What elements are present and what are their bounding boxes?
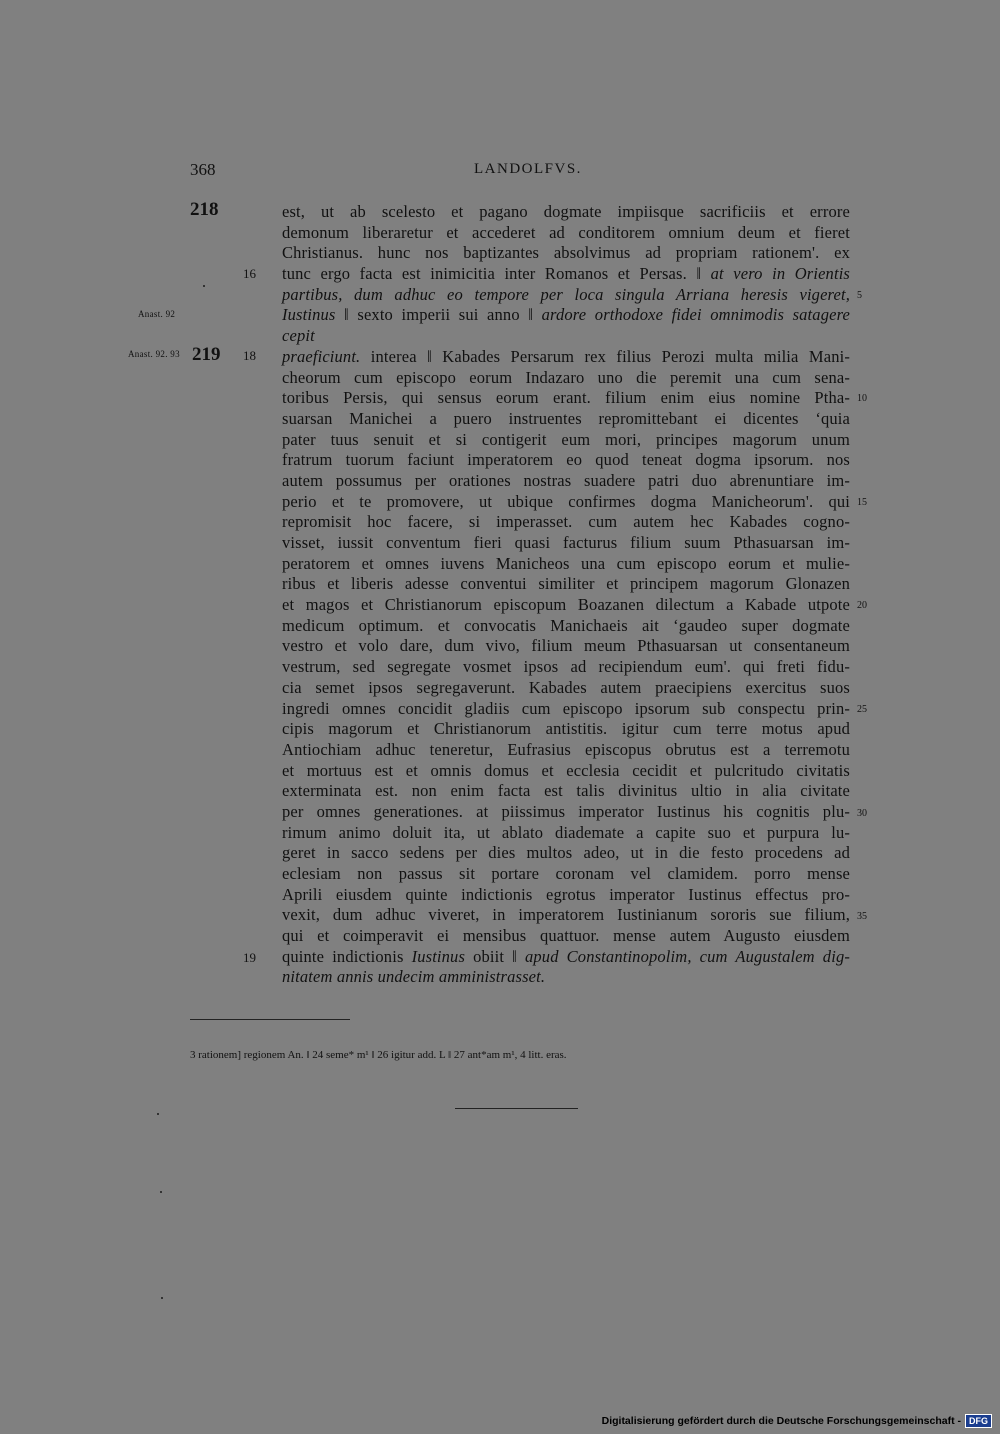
text-line: quinte indictionis Iustinus obiit ‖ apud Constantinopolim, cum Augustalem dig- (282, 946, 850, 966)
text-line: geret in sacco sedens per dies multos adeo, ut in die festo procedens ad (282, 843, 850, 863)
footnote-rule (190, 1019, 350, 1020)
text-line: pater tuus senuit et si contigerit eum mori, principes magorum unum (282, 429, 850, 449)
text-line: vestrum, sed segregate vosmet ipsos ad recipiendum eum'. qui freti fidu- (282, 657, 850, 677)
text-line: est, ut ab scelesto et pagano dogmate impiisque sacrificiis et errore (282, 202, 850, 221)
text-line: suarsan Manichei a puero instruentes repromittebant ei dicentes ‘quia (282, 408, 850, 428)
text-line: autem possumus per orationes nostras suadere patri duo abrenuntiare im- (282, 470, 850, 490)
text-line: et magos et Christianorum episcopum Boazanen dilectum a Kabade utpote (282, 595, 850, 615)
digitization-credit (602, 1414, 992, 1428)
text-line: vexit, dum adhuc viveret, in imperatorem Iustinianum sororis sue filium, (282, 905, 850, 925)
text-line: tunc ergo facta est inimicitia inter Romanos et Persas. ‖ at vero in Orientis (282, 264, 850, 284)
text-line: exterminata est. non enim facta est talis divinitus ultio in alia civitate (282, 781, 850, 801)
section-number-219: 219 (192, 344, 221, 365)
line-number-25: 25 (857, 704, 867, 715)
dfg-logo: DFG (965, 1414, 992, 1428)
text-line: cheorum cum episcopo eorum Indazaro uno die peremit una cum sena- (282, 367, 850, 387)
text-line: per omnes generationes. at piissimus imperator Iustinus his cognitis plu- (282, 801, 850, 821)
text-line: rimum animo doluit ita, ut ablato diademate a capite suo et purpura lu- (282, 822, 850, 842)
running-title: LANDOLFVS. (474, 161, 582, 177)
source-line-19: 19 (243, 950, 256, 965)
margin-ref-anast-92-93: Anast. 92. 93 (128, 349, 180, 359)
critical-apparatus: 3 rationem] regionem An. ‖ 24 seme* m¹ ‖ 26 igitur add. L ‖ 27 ant*am m¹, 4 litt. eras. (190, 1049, 567, 1061)
scan-speck (203, 285, 205, 287)
line-number-10: 10 (857, 393, 867, 404)
line-number-20: 20 (857, 600, 867, 611)
text-line: Aprili eiusdem quinte indictionis egrotus imperator Iustinus effectus pro- (282, 884, 850, 904)
text-line: qui et coimperavit ei mensibus quattuor. mense autem Augusto eiusdem (282, 926, 850, 946)
page-number: 368 (190, 160, 216, 179)
credit-text: Digitalisierung gefördert durch die Deutsche Forschungsgemeinschaft - (601, 1415, 961, 1427)
line-number-15: 15 (857, 497, 867, 508)
text-line: ribus et liberis adesse conventui similiter et principem magorum Glonazen (282, 574, 850, 594)
text-line: visset, iussit conventum fieri quasi facturus filium suum Pthasuarsan im- (282, 533, 850, 552)
page-header (0, 160, 1000, 182)
text-line: Antiochiam adhuc teneretur, Eufrasius episcopus obrutus est a terremotu (282, 739, 850, 759)
text-line: fratrum tuorum faciunt imperatorem eo quod teneat dogma ipsorum. nos (282, 450, 850, 470)
line-number-35: 35 (857, 911, 867, 922)
line-number-5: 5 (857, 290, 862, 301)
text-line: partibus, dum adhuc eo tempore per loca singula Arriana heresis vigeret, (282, 284, 850, 304)
end-rule (455, 1108, 578, 1109)
text-line: cia semet ipsos segregaverunt. Kabades autem praecipiens exercitus suos (282, 677, 850, 697)
scan-speck (161, 1297, 163, 1299)
text-line: demonum liberaretur et accederet ad conditorem omnium deum et fieret (282, 222, 850, 242)
text-line: Iustinus ‖ sexto imperii sui anno ‖ ardore orthodoxe fidei omnimodis satagere (282, 305, 850, 325)
text-line: Christianus. hunc nos baptizantes absolvimus ad propriam rationem'. ex (282, 243, 850, 263)
source-line-18: 18 (243, 348, 256, 363)
text-line: praeficiunt. interea ‖ Kabades Persarum rex filius Perozi multa milia Mani- (282, 346, 850, 366)
text-line: vestro et volo dare, dum vivo, filium meum Pthasuarsan ut consentaneum (282, 636, 850, 656)
section-number-218: 218 (190, 199, 219, 220)
text-line: peratorem et omnes iuvens Manicheos una cum episcopo eorum et mulie- (282, 553, 850, 573)
text-line: toribus Persis, qui sensus eorum erant. filium enim eius nomine Ptha- (282, 388, 850, 408)
text-line: et mortuus est et omnis domus et ecclesia cecidit et pulcritudo civitatis (282, 760, 850, 780)
text-line: cepit (282, 326, 315, 346)
line-number-30: 30 (857, 808, 867, 819)
scan-speck (160, 1191, 162, 1193)
source-line-16: 16 (243, 266, 256, 281)
text-line: cipis magorum et Christianorum antistitis. igitur cum terre motus apud (282, 719, 850, 739)
text-line: eclesiam non passus sit portare coronam vel clamidem. porro mense (282, 864, 850, 883)
margin-ref-anast-92: Anast. 92 (138, 309, 176, 319)
scan-speck (157, 1113, 159, 1115)
text-line: medicum optimum. et convocatis Manichaeis ait ‘gaudeo super dogmate (282, 615, 850, 635)
text-line: nitatem annis undecim amministrasset. (282, 967, 546, 987)
text-line: perio et te promovere, ut ubique confirmes dogma Manicheorum'. qui (282, 491, 850, 511)
main-text (282, 202, 850, 988)
text-line: repromisit hoc facere, si imperasset. cum autem hec Kabades cogno- (282, 512, 850, 532)
text-line: ingredi omnes concidit gladiis cum episcopo ipsorum sub conspectu prin- (282, 698, 850, 718)
